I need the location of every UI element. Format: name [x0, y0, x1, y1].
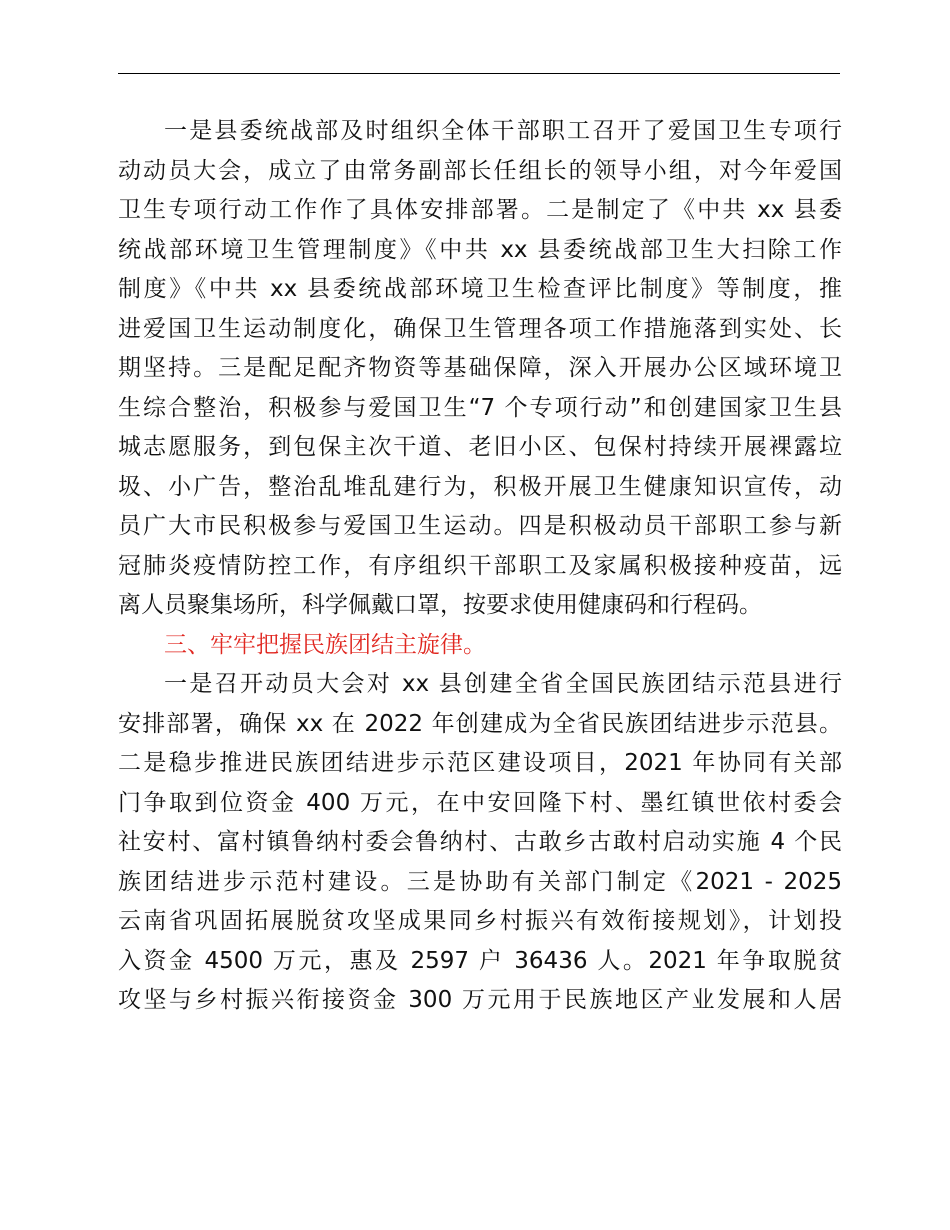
header-rule — [118, 73, 840, 74]
section-heading: 三、牢牢把握民族团结主旋律。 — [164, 631, 486, 658]
paragraph-2 — [118, 665, 842, 1021]
text-line: 生综合整治，积极参与爱国卫生“7 个专项行动”和创建国家卫生县 — [118, 394, 842, 421]
text-line: 员广大市民积极参与爱国卫生运动。四是积极动员干部职工参与新 — [118, 513, 842, 539]
text-line: 社安村、富村镇鲁纳村委会鲁纳村、古敢乡古敢村启动实施 4 个民 — [118, 829, 842, 855]
text-line: 安排部署，确保 xx 在 2022 年创建成为全省民族团结进步示范县。 — [118, 710, 842, 737]
text-line: 制度》《中共 xx 县委统战部环境卫生检查评比制度》等制度，推 — [118, 276, 842, 302]
text-line: 云南省巩固拓展脱贫攻坚成果同乡村振兴有效衔接规划》，计划投 — [118, 908, 842, 934]
paragraph-1 — [118, 112, 842, 626]
text-line: 一是县委统战部及时组织全体干部职工召开了爱国卫生专项行 — [164, 118, 842, 144]
text-line: 族团结进步示范村建设。三是协助有关部门制定《2021 - 2025 — [118, 868, 842, 895]
text-line: 二是稳步推进民族团结进步示范区建设项目，2021 年协同有关部 — [118, 750, 842, 776]
text-line: 攻坚与乡村振兴衔接资金 300 万元用于民族地区产业发展和人居 — [118, 987, 842, 1013]
text-line: 圾、小广告，整治乱堆乱建行为，积极开展卫生健康知识宣传，动 — [118, 473, 842, 500]
text-line: 期坚持。三是配足配齐物资等基础保障，深入开展办公区域环境卫 — [118, 355, 842, 381]
text-line: 进爱国卫生运动制度化，确保卫生管理各项工作措施落到实处、长 — [118, 315, 842, 342]
text-line: 冠肺炎疫情防控工作，有序组织干部职工及家属积极接种疫苗，远 — [118, 552, 842, 579]
text-line: 离人员聚集场所，科学佩戴口罩，按要求使用健康码和行程码。 — [118, 592, 762, 618]
text-line: 入资金 4500 万元，惠及 2597 户 36436 人。2021 年争取脱贫 — [118, 947, 842, 974]
document-body — [118, 112, 842, 1021]
text-line: 门争取到位资金 400 万元，在中安回隆下村、墨红镇世依村委会 — [118, 789, 842, 816]
text-line: 动动员大会，成立了由常务副部长任组长的领导小组，对今年爱国 — [118, 157, 842, 184]
text-line: 城志愿服务，到包保主次干道、老旧小区、包保村持续开展裸露垃 — [118, 434, 842, 460]
text-line: 一是召开动员大会对 xx 县创建全省全国民族团结示范县进行 — [164, 671, 842, 697]
text-line: 统战部环境卫生管理制度》《中共 xx 县委统战部卫生大扫除工作 — [118, 236, 842, 263]
text-line: 卫生专项行动工作作了具体安排部署。二是制定了《中共 xx 县委 — [118, 197, 842, 223]
